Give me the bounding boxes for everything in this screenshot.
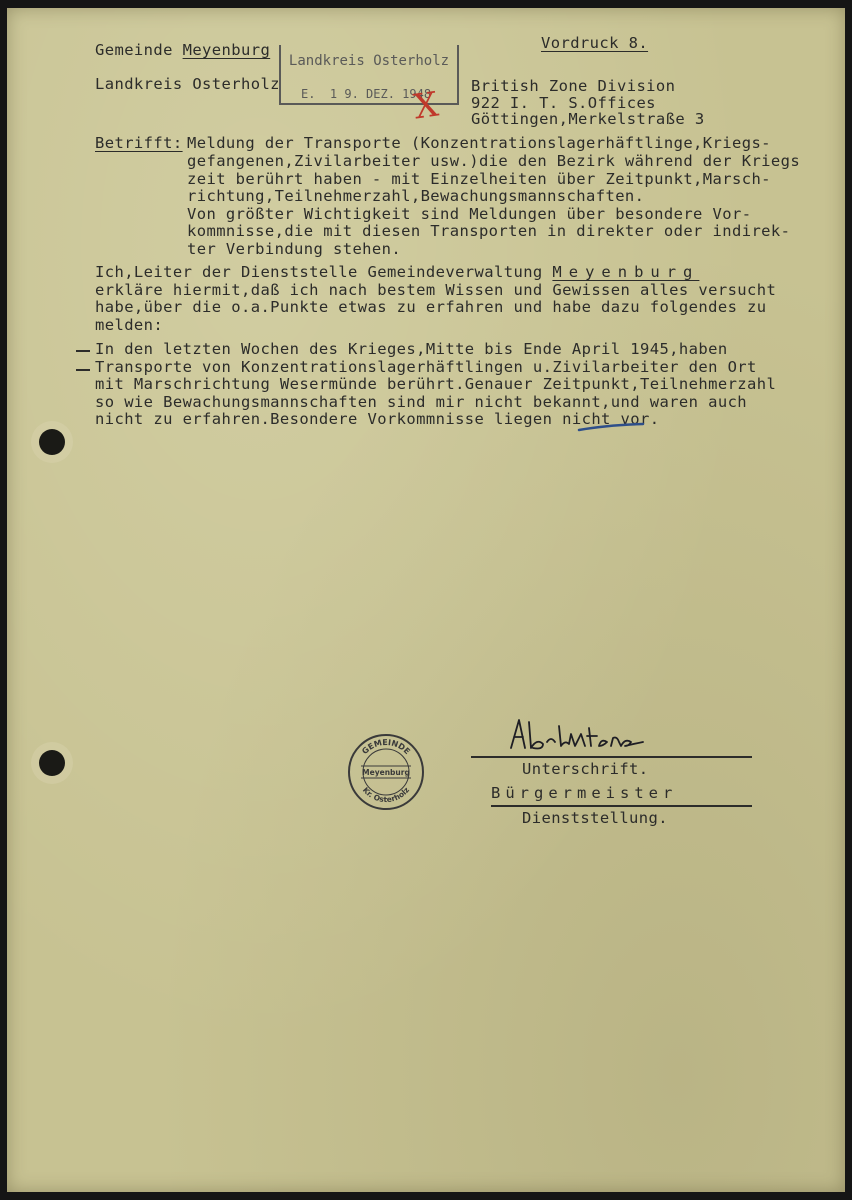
declaration-place: Meyenburg xyxy=(552,263,700,281)
report-line-2: Transporte von Konzentrationslagerhäftlingen u.Zivilarbeiter den Ort xyxy=(95,358,757,376)
signature-line xyxy=(471,756,752,758)
report-line-5: nicht zu erfahren.Besondere Vorkommnisse liegen nicht vor. xyxy=(95,410,660,428)
stamp-date: E. 1 9. DEZ. 1948 xyxy=(301,87,432,101)
report-line-1: In den letzten Wochen des Krieges,Mitte bis Ende April 1945,haben xyxy=(95,340,728,358)
report-line-4: so wie Bewachungsmannschaften sind mir nicht bekannt,und waren auch xyxy=(95,393,748,411)
declaration-prefix: Ich,Leiter der Dienststelle Gemeindeverwaltung xyxy=(95,263,553,281)
subject-label: Betrifft: xyxy=(95,134,183,152)
declaration-line-4: melden: xyxy=(95,316,164,334)
position-title: Bürgermeister xyxy=(491,784,678,802)
signature-caption: Unterschrift. xyxy=(522,760,649,778)
report-line-3: mit Marschrichtung Wesermünde berührt.Genauer Zeitpunkt,Teilnehmerzahl xyxy=(95,375,777,393)
municipal-seal xyxy=(347,733,425,811)
subject-line-7: ter Verbindung stehen. xyxy=(187,240,402,258)
subject-line-2: gefangenen,Zivilarbeiter usw.)die den Bezirk während der Kriegs xyxy=(187,152,801,170)
subject-line-4: richtung,Teilnehmerzahl,Bewachungsmannschaften. xyxy=(187,187,645,205)
declaration-line-3: habe,über die o.a.Punkte etwas zu erfahren und habe dazu folgendes zu xyxy=(95,298,767,316)
declaration-line-1 xyxy=(95,263,699,281)
stamp-title: Landkreis Osterholz xyxy=(288,53,450,69)
subject-line-3: zeit berührt haben - mit Einzelheiten über Zeitpunkt,Marsch- xyxy=(187,170,771,188)
seal-bottom-text: Kr. Osterholz xyxy=(360,785,412,805)
declaration-line-2: erkläre hiermit,daß ich nach bestem Wissen und Gewissen alles versucht xyxy=(95,281,777,299)
red-pencil-mark: X xyxy=(411,84,441,128)
seal-top-text: GEMEINDE xyxy=(360,737,412,757)
handwritten-signature xyxy=(503,712,653,762)
margin-dash-1 xyxy=(76,350,90,352)
subject-line-6: kommnisse,die mit diesen Transporten in direkter oder indirek- xyxy=(187,222,791,240)
recipient-line-1: British Zone Division xyxy=(471,77,676,95)
punch-hole-top xyxy=(39,429,65,455)
gemeinde-prefix: Gemeinde xyxy=(95,41,183,59)
margin-dash-2 xyxy=(76,369,90,371)
subject-line-5: Von größter Wichtigkeit sind Meldungen über besondere Vor- xyxy=(187,205,752,223)
position-line xyxy=(491,805,752,807)
gemeinde-line xyxy=(95,41,270,59)
recipient-line-3: Göttingen,Merkelstraße 3 xyxy=(471,110,705,128)
landkreis-line: Landkreis Osterholz xyxy=(95,75,280,93)
seal-center-text: Meyenburg xyxy=(362,768,410,777)
punch-hole-bottom xyxy=(39,750,65,776)
form-number: Vordruck 8. xyxy=(541,34,649,52)
position-caption: Dienststellung. xyxy=(522,809,668,827)
blue-pencil-underline xyxy=(577,421,645,435)
gemeinde-name: Meyenburg xyxy=(182,41,271,59)
subject-line-1: Meldung der Transporte (Konzentrationslagerhäftlinge,Kriegs- xyxy=(187,134,771,152)
recipient-line-2: 922 I. T. S.Offices xyxy=(471,94,656,112)
